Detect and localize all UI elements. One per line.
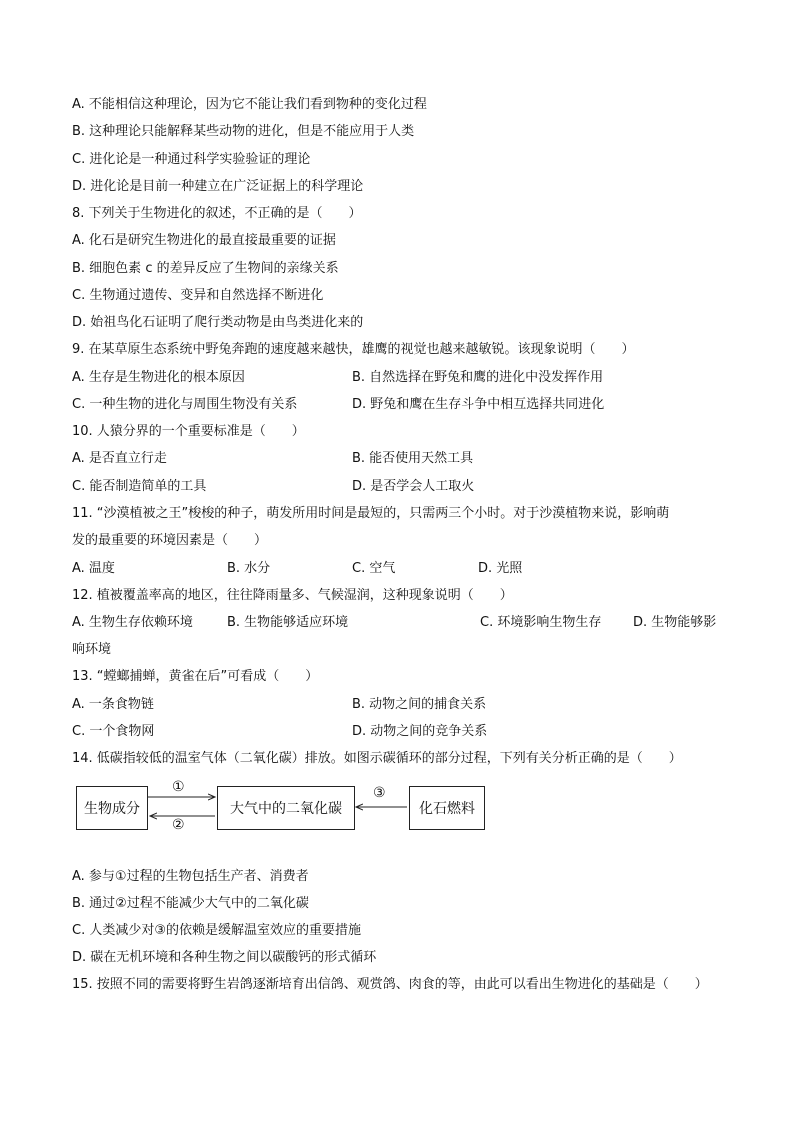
process-2-label: ②: [172, 817, 185, 833]
process-1-label: ①: [172, 779, 185, 795]
q13-option-d: D. 动物之间的竞争关系: [352, 724, 488, 739]
q8-option-a: A. 化石是研究生物进化的最直接最重要的证据: [72, 233, 336, 248]
q12-option-d-line2: 响环境: [72, 642, 112, 657]
q9-stem: 9. 在某草原生态系统中野兔奔跑的速度越来越快，雄鹰的视觉也越来越敏锐。该现象说明（ ）: [72, 342, 635, 357]
q12-option-c: C. 环境影响生物生存: [480, 615, 602, 630]
q14-stem: 14. 低碳指较低的温室气体（二氧化碳）排放。如图示碳循环的部分过程，下列有关分析正确的是（ ）: [72, 751, 682, 766]
q11-option-b: B. 水分: [227, 561, 271, 576]
q7-option-b: B. 这种理论只能解释某些动物的进化，但是不能应用于人类: [72, 124, 415, 139]
q9-option-b: B. 自然选择在野兔和鹰的进化中没发挥作用: [352, 370, 604, 385]
q8-option-b: B. 细胞色素 c 的差异反应了生物间的亲缘关系: [72, 261, 339, 276]
q10-option-c: C. 能否制造简单的工具: [72, 479, 207, 494]
q14-option-a: A. 参与①过程的生物包括生产者、消费者: [72, 869, 309, 884]
q10-option-b: B. 能否使用天然工具: [352, 451, 474, 466]
q14-option-b: B. 通过②过程不能减少大气中的二氧化碳: [72, 896, 309, 911]
q12-option-b: B. 生物能够适应环境: [227, 615, 349, 630]
q11-option-c: C. 空气: [352, 561, 396, 576]
q10-option-d: D. 是否学会人工取火: [352, 479, 475, 494]
q8-option-c: C. 生物通过遗传、变异和自然选择不断进化: [72, 288, 324, 303]
q13-stem: 13. “螳螂捕蝉，黄雀在后”可看成（ ）: [72, 669, 319, 684]
q11-option-d: D. 光照: [478, 561, 523, 576]
q9-option-c: C. 一种生物的进化与周围生物没有关系: [72, 397, 298, 412]
q12-stem: 12. 植被覆盖率高的地区，往往降雨量多、气候湿润，这种现象说明（ ）: [72, 588, 513, 603]
q12-option-a: A. 生物生存依赖环境: [72, 615, 193, 630]
q11-option-a: A. 温度: [72, 561, 115, 576]
q7-option-a: A. 不能相信这种理论，因为它不能让我们看到物种的变化过程: [72, 97, 427, 112]
q7-option-d: D. 进化论是目前一种建立在广泛证据上的科学理论: [72, 179, 364, 194]
q7-option-c: C. 进化论是一种通过科学实验验证的理论: [72, 152, 311, 167]
q14-option-d: D. 碳在无机环境和各种生物之间以碳酸钙的形式循环: [72, 950, 377, 965]
q11-stem-line1: 11. “沙漠植被之王”梭梭的种子，萌发所用时间是最短的，只需两三个小时。对于沙漠植物来说，影响萌: [72, 506, 670, 521]
bio-component-label: 生物成分: [84, 801, 140, 817]
q14-option-c: C. 人类减少对③的依赖是缓解温室效应的重要措施: [72, 923, 361, 938]
process-3-label: ③: [373, 785, 386, 801]
q9-option-a: A. 生存是生物进化的根本原因: [72, 370, 245, 385]
q11-stem-line2: 发的最重要的环境因素是（ ）: [72, 533, 268, 548]
q8-option-d: D. 始祖鸟化石证明了爬行类动物是由鸟类进化来的: [72, 315, 364, 330]
q13-option-c: C. 一个食物网: [72, 724, 155, 739]
q10-option-a: A. 是否直立行走: [72, 451, 167, 466]
fossil-fuel-label: 化石燃料: [419, 801, 475, 817]
q13-option-a: A. 一条食物链: [72, 697, 154, 712]
atmosphere-co2-label: 大气中的二氧化碳: [230, 801, 342, 817]
q8-stem: 8. 下列关于生物进化的叙述，不正确的是（ ）: [72, 206, 362, 221]
q12-option-d-line1: D. 生物能够影: [633, 615, 717, 630]
q15-stem: 15. 按照不同的需要将野生岩鸽逐渐培育出信鸽、观赏鸽、肉食的等，由此可以看出生物进化的基础是（ ）: [72, 977, 708, 992]
q13-option-b: B. 动物之间的捕食关系: [352, 697, 487, 712]
q10-stem: 10. 人猿分界的一个重要标准是（ ）: [72, 424, 305, 439]
q9-option-d: D. 野兔和鹰在生存斗争中相互选择共同进化: [352, 397, 605, 412]
